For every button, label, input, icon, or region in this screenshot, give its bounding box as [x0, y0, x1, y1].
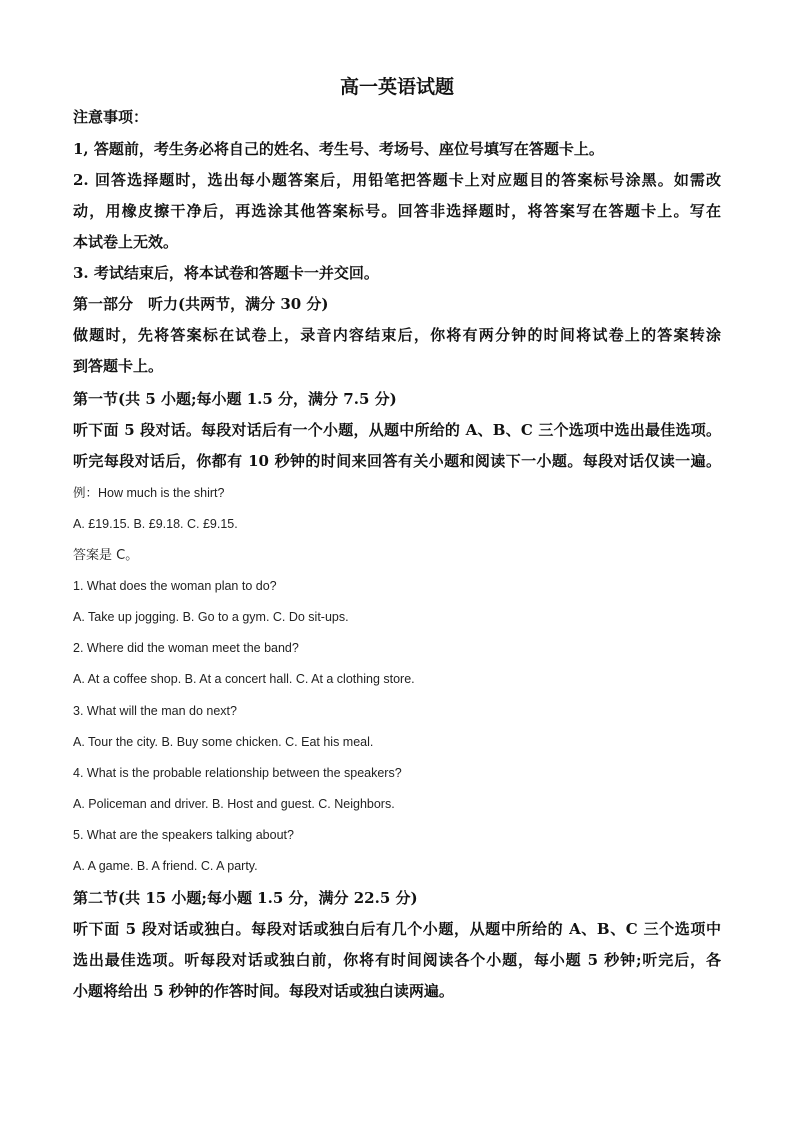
note-line: 3. 考试结束后，将本试卷和答题卡一并交回。 — [73, 264, 379, 282]
question-1-options: A. Take up jogging. B. Go to a gym. C. Do sit-ups. — [73, 610, 349, 624]
question-3: 3. What will the man do next? — [73, 704, 237, 718]
section2-instruction: 听下面 5 段对话或独白。每段对话或独白后有几个小题，从题中所给的 A、B、C 三个选项中 — [73, 920, 721, 938]
question-4-options: A. Policeman and driver. B. Host and guest. C. Neighbors. — [73, 797, 395, 811]
section1-heading: 第一节(共 5 小题;每小题 1.5 分，满分 7.5 分) — [73, 390, 397, 408]
example-options: A. £19.15. B. £9.18. C. £9.15. — [73, 517, 238, 531]
note-line: 本试卷上无效。 — [73, 233, 179, 251]
question-3-options: A. Tour the city. B. Buy some chicken. C. Eat his meal. — [73, 735, 374, 749]
note-line: 动，用橡皮擦干净后，再选涂其他答案标号。回答非选择题时，将答案写在答题卡上。写在 — [73, 202, 721, 220]
question-2: 2. Where did the woman meet the band? — [73, 641, 299, 655]
part1-instruction: 到答题卡上。 — [73, 357, 164, 375]
example-question: 例：How much is the shirt? — [73, 486, 225, 500]
notes-heading: 注意事项： — [73, 108, 149, 126]
page-title: 高一英语试题 — [339, 76, 454, 98]
note-line: 2. 回答选择题时，选出每小题答案后，用铅笔把答题卡上对应题目的答案标号涂黑。如需改 — [73, 171, 721, 189]
example-answer: 答案是 C。 — [73, 548, 139, 563]
note-line: 1, 答题前，考生务必将自己的姓名、考生号、考场号、座位号填写在答题卡上。 — [73, 140, 604, 158]
question-4: 4. What is the probable relationship between the speakers? — [73, 766, 402, 780]
part1-instruction: 做题时，先将答案标在试卷上，录音内容结束后，你将有两分钟的时间将试卷上的答案转涂 — [73, 326, 721, 344]
section2-instruction: 选出最佳选项。听每段对话或独白前，你将有时间阅读各个小题，每小题 5 秒钟;听完后，各 — [73, 951, 721, 969]
question-2-options: A. At a coffee shop. B. At a concert hall. C. At a clothing store. — [73, 672, 415, 686]
section1-instruction: 听完每段对话后，你都有 10 秒钟的时间来回答有关小题和阅读下一小题。每段对话仅读一遍。 — [73, 452, 721, 470]
question-1: 1. What does the woman plan to do? — [73, 579, 277, 593]
section2-instruction: 小题将给出 5 秒钟的作答时间。每段对话或独白读两遍。 — [73, 982, 454, 1000]
section1-instruction: 听下面 5 段对话。每段对话后有一个小题，从题中所给的 A、B、C 三个选项中选出最佳选项。 — [73, 421, 721, 439]
part1-heading: 第一部分 听力(共两节，满分 30 分) — [73, 295, 329, 313]
question-5: 5. What are the speakers talking about? — [73, 828, 294, 842]
question-5-options: A. A game. B. A friend. C. A party. — [73, 859, 258, 873]
section2-heading: 第二节(共 15 小题;每小题 1.5 分，满分 22.5 分) — [73, 889, 418, 907]
